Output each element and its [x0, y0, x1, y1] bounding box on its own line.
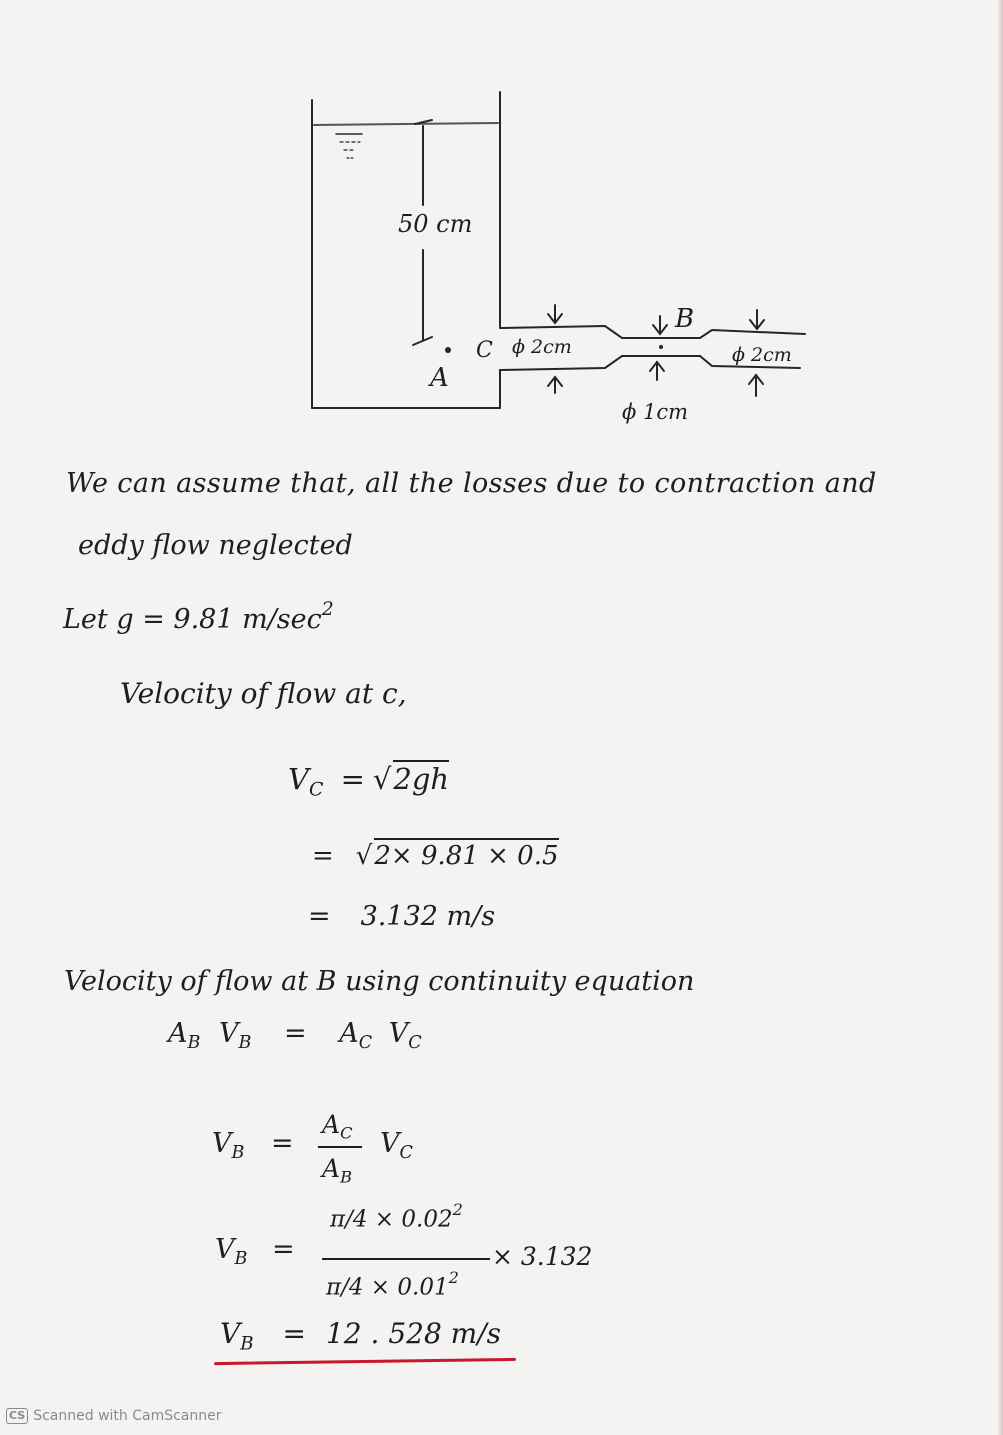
vc-symbol: V — [288, 762, 309, 796]
continuity-equation — [168, 1020, 422, 1053]
vb-fraction-lhs — [215, 1236, 295, 1269]
ratio-fraction-bar — [318, 1146, 362, 1148]
frac-den-text: π/4 × 0.01 — [326, 1274, 449, 1301]
ratio-num-subscript: C — [340, 1123, 353, 1143]
point-a-label: A — [430, 363, 449, 393]
point-b-dot — [659, 345, 663, 349]
ratio-den-subscript: B — [340, 1167, 353, 1187]
assumption-line-1: We can assume that, all the losses due to contraction and — [66, 468, 877, 499]
vel-c-subscript: C — [408, 1033, 422, 1054]
sqrt-sign: √ — [372, 762, 392, 796]
vb-frac-subscript: B — [234, 1249, 248, 1270]
velocity-c-heading: Velocity of flow at c, — [120, 677, 407, 710]
vc-step2 — [308, 903, 495, 930]
vc-equals: = — [340, 762, 365, 796]
fraction-numerator — [330, 1202, 463, 1231]
diameter-outlet-label: ϕ 2cm — [732, 344, 792, 366]
vc-step1-radicand: 2× 9.81 × 0.5 — [374, 838, 558, 869]
vc-subscript: C — [308, 779, 324, 801]
gravity-exponent: 2 — [321, 598, 334, 620]
area-c-symbol: A — [339, 1018, 359, 1049]
ratio-v-symbol: V — [380, 1128, 400, 1159]
result-underline — [214, 1358, 516, 1365]
ratio-velocity — [380, 1130, 413, 1163]
fraction-denominator — [326, 1270, 459, 1299]
assumption-line-2: eddy flow neglected — [78, 530, 353, 561]
vb-frac-equals: = — [271, 1234, 295, 1265]
tank-pipe-diagram — [0, 0, 1003, 470]
scanner-watermark — [6, 1408, 222, 1424]
vel-b-symbol: V — [218, 1018, 239, 1049]
vb-ratio-subscript: B — [231, 1143, 245, 1164]
water-surface — [314, 123, 498, 125]
point-c-label: C — [476, 338, 493, 363]
main-fraction-bar — [322, 1258, 490, 1260]
point-b-label: B — [675, 304, 695, 334]
point-a-dot — [445, 347, 451, 353]
camscanner-logo: CS — [6, 1408, 28, 1424]
vb-frac-symbol: V — [215, 1234, 235, 1265]
frac-num-text: π/4 × 0.02 — [330, 1206, 453, 1233]
gravity-line — [63, 598, 334, 636]
vc-step1 — [312, 838, 559, 869]
vc-formula — [288, 760, 449, 800]
sqrt-sign: √ — [355, 841, 373, 871]
velocity-b-heading: Velocity of flow at B using continuity equation — [64, 966, 695, 997]
vb-ratio-symbol: V — [212, 1128, 232, 1159]
height-label: 50 cm — [398, 210, 473, 238]
frac-num-exponent: 2 — [452, 1200, 463, 1219]
vb-ratio-lhs — [212, 1130, 294, 1163]
vb-result-symbol: V — [220, 1317, 241, 1350]
vb-result — [220, 1317, 502, 1355]
page-edge-shadow — [997, 0, 1003, 1435]
ratio-denominator — [322, 1156, 352, 1186]
gravity-text: Let g = 9.81 m/sec — [63, 604, 322, 636]
diameter-c-label: ϕ 2cm — [512, 336, 572, 358]
ratio-num-symbol: A — [322, 1110, 341, 1139]
vc-step2-equals: = — [308, 901, 331, 932]
area-c-subscript: C — [358, 1033, 373, 1054]
diameter-b-label: ϕ 1cm — [622, 400, 689, 424]
area-b-subscript: B — [187, 1033, 201, 1054]
continuity-equals: = — [283, 1018, 307, 1049]
vb-result-value: 12 . 528 m/s — [325, 1317, 502, 1350]
vc-formula-radicand: 2gh — [393, 762, 450, 796]
vc-step1-equals: = — [312, 841, 334, 871]
ratio-numerator — [322, 1112, 353, 1142]
fraction-multiplier: × 3.132 — [492, 1242, 593, 1271]
vb-result-equals: = — [282, 1317, 306, 1350]
vb-result-subscript: B — [240, 1333, 254, 1355]
vel-b-subscript: B — [238, 1033, 252, 1054]
vc-step2-value: 3.132 m/s — [360, 901, 496, 932]
ratio-den-symbol: A — [322, 1154, 341, 1183]
frac-den-exponent: 2 — [448, 1268, 459, 1287]
area-b-symbol: A — [168, 1018, 188, 1049]
ratio-v-subscript: C — [399, 1143, 413, 1164]
vb-ratio-equals: = — [270, 1128, 294, 1159]
vel-c-symbol: V — [388, 1018, 409, 1049]
watermark-text: Scanned with CamScanner — [33, 1408, 222, 1424]
